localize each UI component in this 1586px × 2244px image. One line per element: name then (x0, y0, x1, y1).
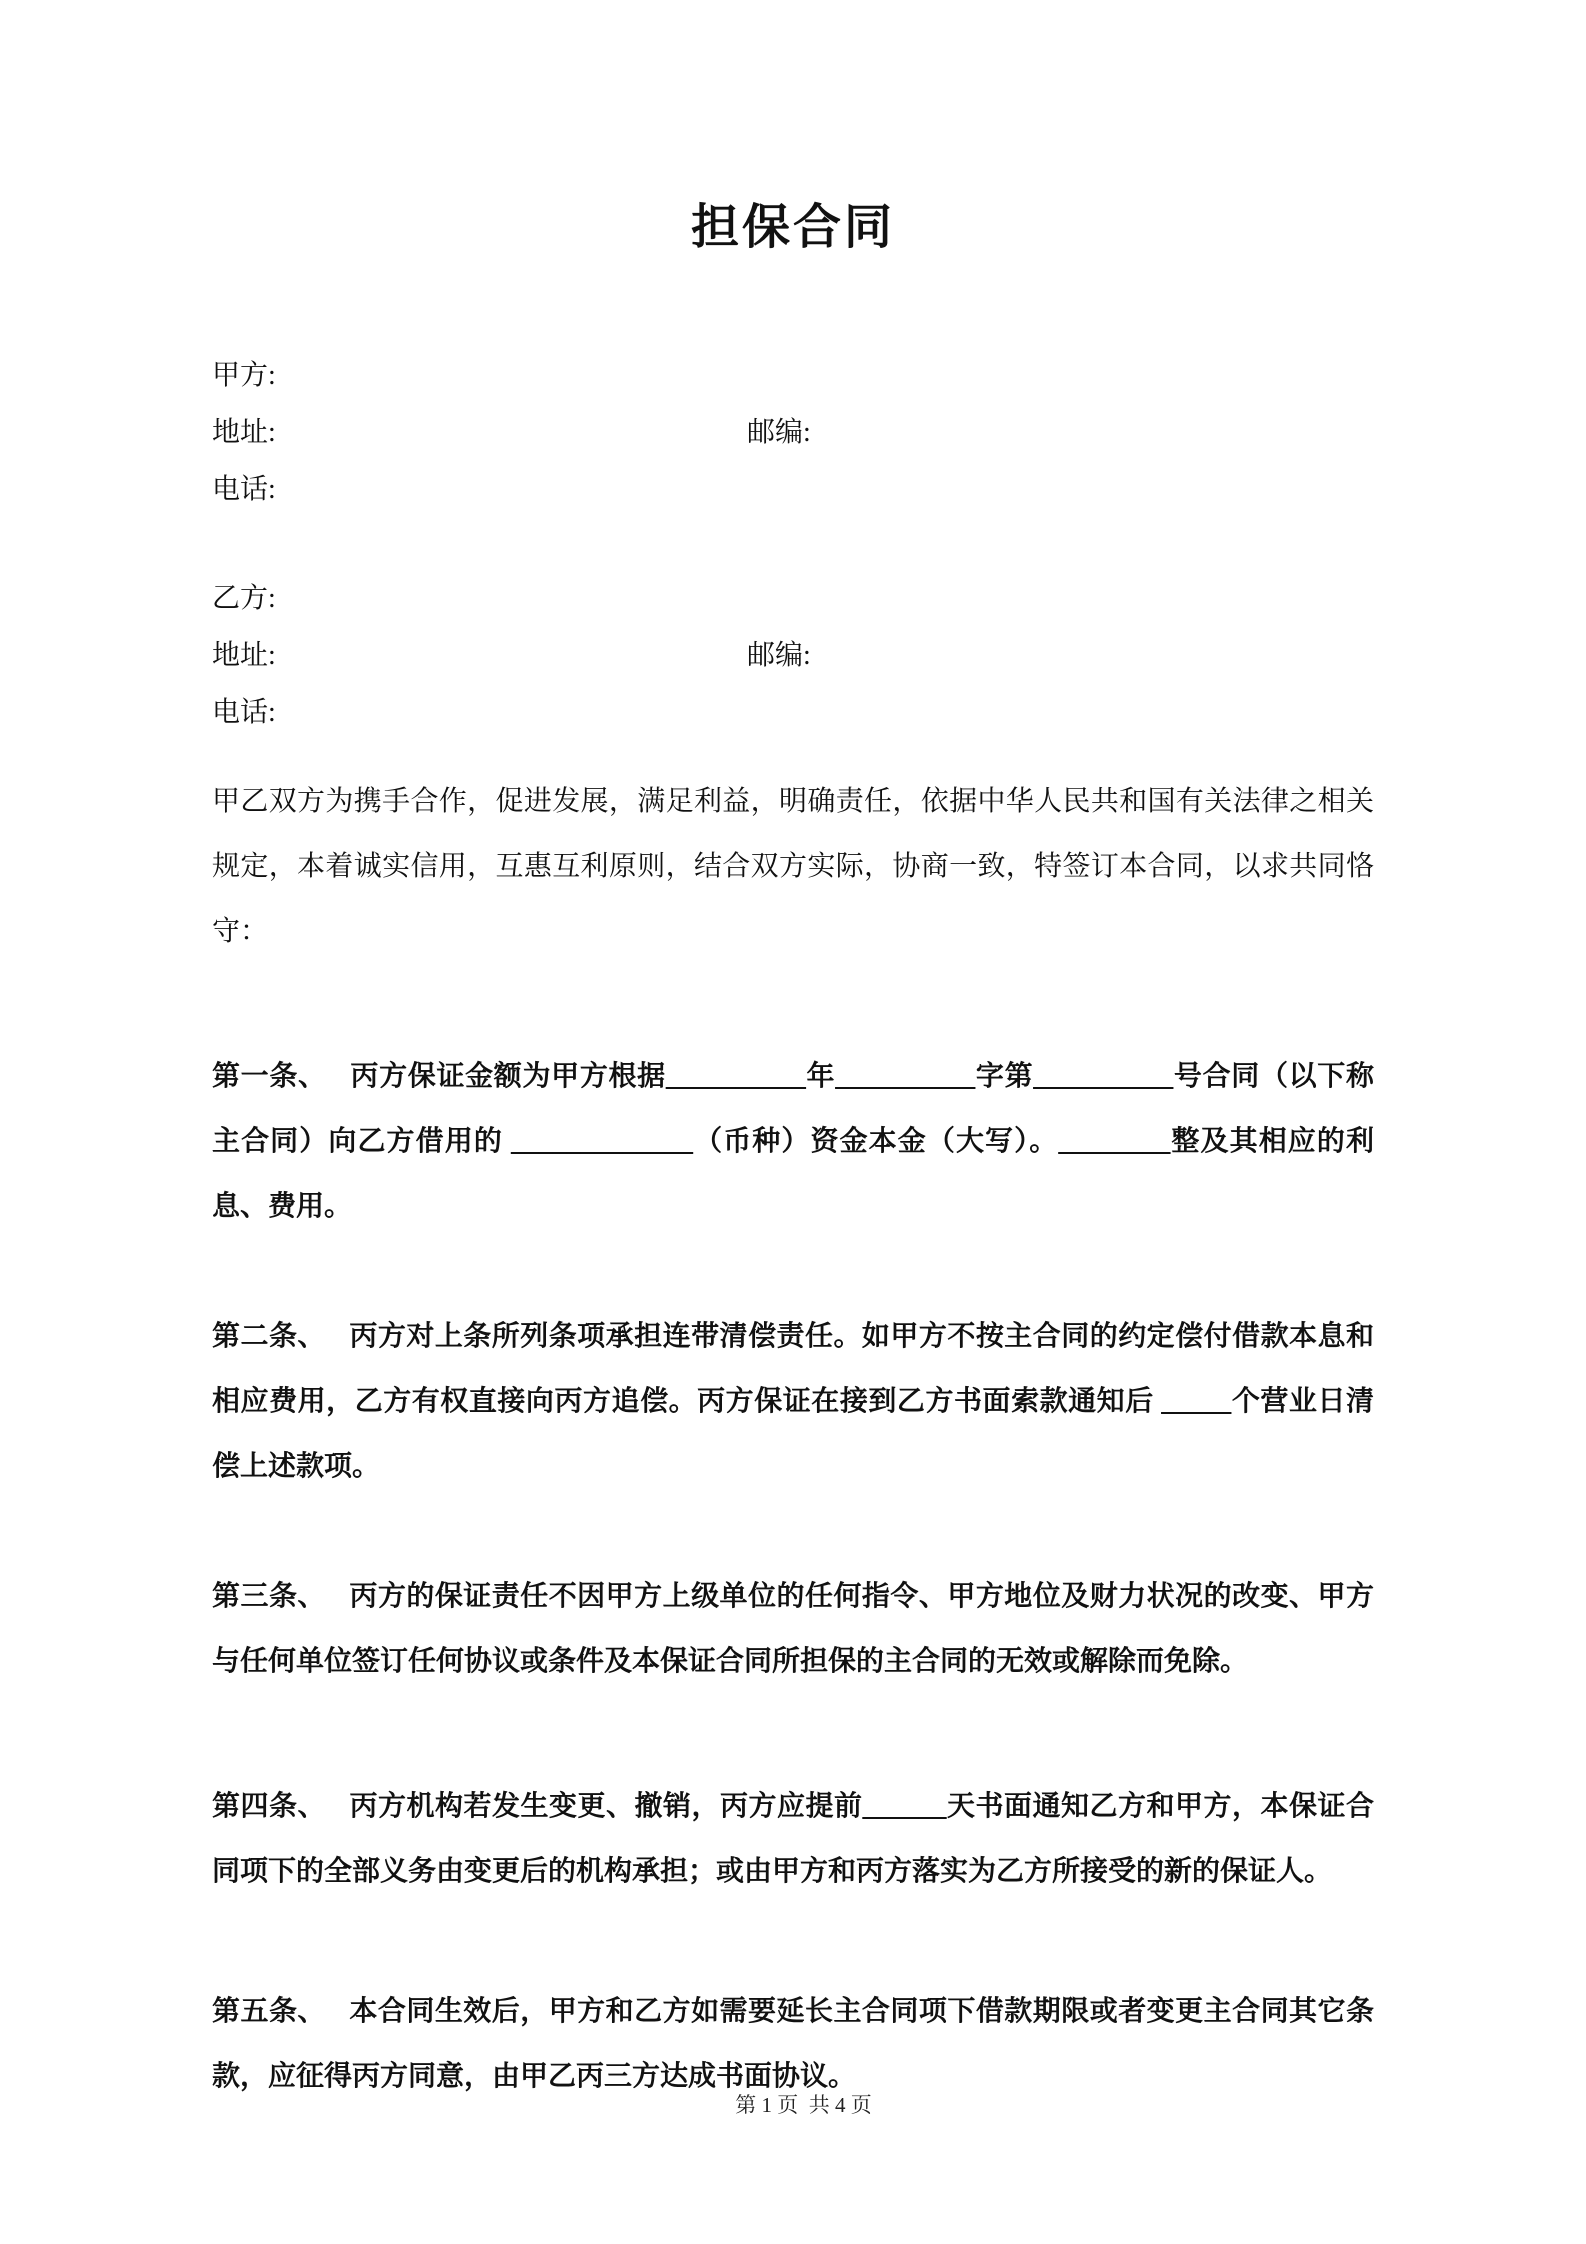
party-a-address-row (212, 404, 1374, 461)
postal-code-label: 邮编: (747, 417, 811, 448)
article-3 (212, 1564, 1374, 1694)
article-2-text: 丙方对上条所列条项承担连带清偿责任。如甲方不按主合同的约定偿付借款本息和相应费用，乙方有权直接向丙方追偿。丙方保证在接到乙方书面索款通知后 _____个营业日清偿上述款项。 (212, 1321, 1374, 1482)
article-3-label: 第三条、 (212, 1581, 326, 1612)
article-1 (212, 1044, 1374, 1239)
party-b-section (212, 570, 1374, 741)
party-a-section (212, 347, 1374, 518)
party-b-phone-row (212, 684, 1374, 741)
party-b-address-row (212, 627, 1374, 684)
phone-label: 电话: (212, 697, 276, 728)
phone-label: 电话: (212, 474, 276, 505)
party-a-label: 甲方: (212, 360, 276, 391)
page-footer (0, 2064, 1586, 2144)
party-b-name-row (212, 570, 1374, 627)
article-4-label: 第四条、 (212, 1791, 326, 1822)
address-label: 地址: (212, 640, 276, 671)
page-content (212, 188, 1374, 2109)
article-1-text: 丙方保证金额为甲方根据__________年__________字第__________号合同（以下称主合同）向乙方借用的 _____________（币种）资金本金（大写）。________整及其相应的利息、费用。 (212, 1061, 1374, 1222)
address-label: 地址: (212, 417, 276, 448)
page-number: 第 1 页 共 4 页 (735, 2093, 872, 2117)
party-a-phone-row (212, 461, 1374, 518)
article-5-label: 第五条、 (212, 1996, 326, 2027)
party-a-name-row (212, 347, 1374, 404)
preamble-paragraph: 甲乙双方为携手合作，促进发展，满足利益，明确责任，依据中华人民共和国有关法律之相关规定，本着诚实信用，互惠互利原则，结合双方实际，协商一致，特签订本合同，以求共同恪守： (212, 786, 1374, 947)
article-5-text: 本合同生效后，甲方和乙方如需要延长主合同项下借款期限或者变更主合同其它条款，应征得丙方同意，由甲乙丙三方达成书面协议。 (212, 1996, 1374, 2092)
party-b-label: 乙方: (212, 583, 276, 614)
article-1-label: 第一条、 (212, 1061, 327, 1092)
article-2 (212, 1304, 1374, 1499)
document-title: 担保合同 (690, 201, 895, 254)
article-4-text: 丙方机构若发生变更、撤销，丙方应提前______天书面通知乙方和甲方，本保证合同项下的全部义务由变更后的机构承担；或由甲方和丙方落实为乙方所接受的新的保证人。 (212, 1791, 1374, 1887)
article-4 (212, 1774, 1374, 1904)
article-3-text: 丙方的保证责任不因甲方上级单位的任何指令、甲方地位及财力状况的改变、甲方与任何单位签订任何协议或条件及本保证合同所担保的主合同的无效或解除而免除。 (212, 1581, 1374, 1677)
postal-code-label: 邮编: (747, 640, 811, 671)
article-2-label: 第二条、 (212, 1321, 326, 1352)
